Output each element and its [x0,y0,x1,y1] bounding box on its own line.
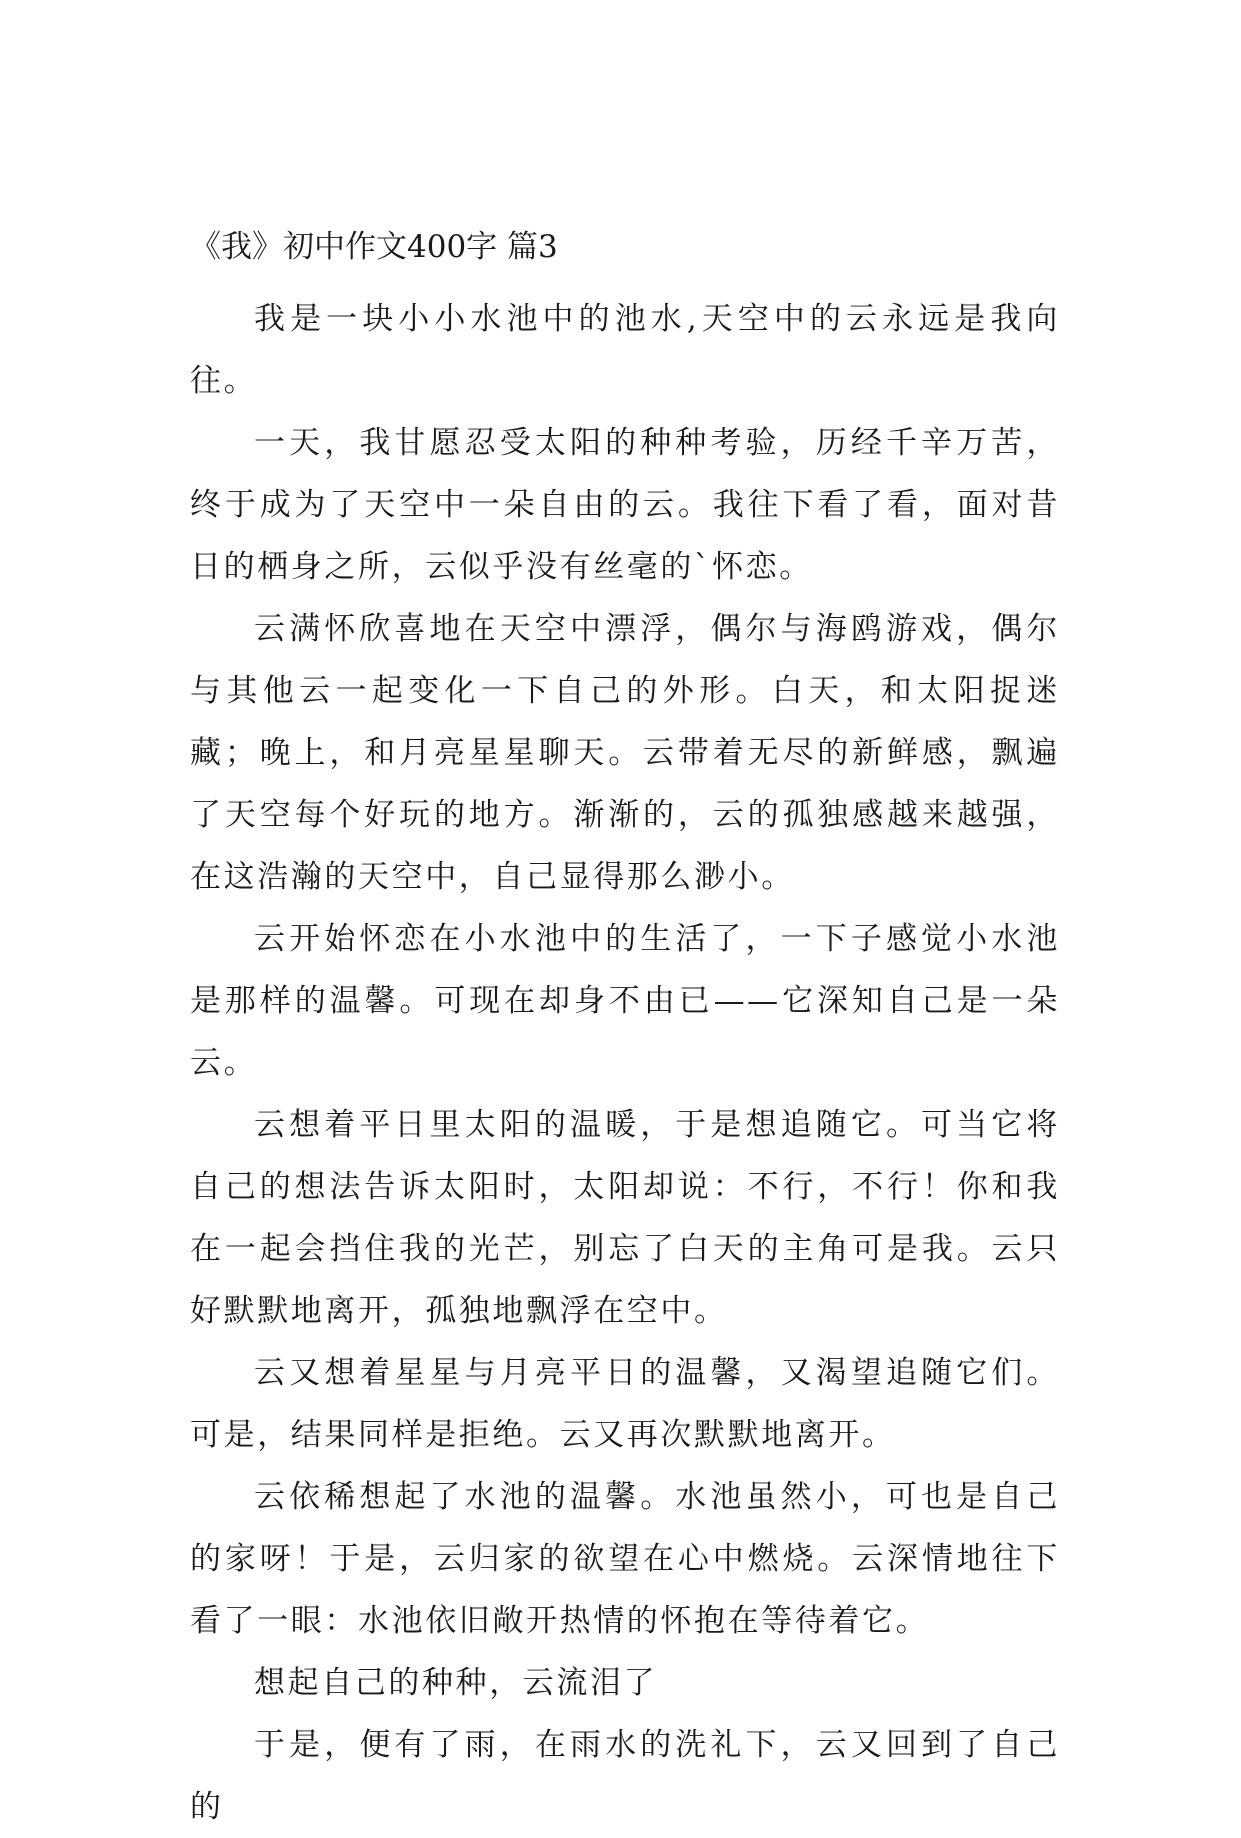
paragraph-6: 云又想着星星与月亮平日的温馨，又渴望追随它们。可是，结果同样是拒绝。云又再次默默地离开。 [190,1355,1060,1453]
document-body [190,225,1060,1838]
paragraph-1: 我是一块小小水池中的池水,天空中的云永远是我向往。 [190,301,1060,399]
paragraph-5: 云想着平日里太阳的温暖，于是想追随它。可当它将自己的想法告诉太阳时，太阳却说：不行，不行！你和我在一起会挡住我的光芒，别忘了白天的主角可是我。云只好默默地离开，孤独地飘浮在空中。 [190,1107,1060,1329]
paragraph-2: 一天，我甘愿忍受太阳的种种考验，历经千辛万苦，终于成为了天空中一朵自由的云。我往下看了看，面对昔日的栖身之所，云似乎没有丝毫的`怀恋。 [190,425,1060,585]
paragraph-9: 于是，便有了雨，在雨水的洗礼下，云又回到了自己的 [190,1727,1060,1825]
paragraph-8: 想起自己的种种，云流泪了 [254,1665,658,1701]
paragraph-4: 云开始怀恋在小水池中的生活了，一下子感觉小水池是那样的温馨。可现在却身不由已——它深知自己是一朵云。 [190,921,1060,1081]
paragraph-3: 云满怀欣喜地在天空中漂浮，偶尔与海鸥游戏，偶尔与其他云一起变化一下自己的外形。白天，和太阳捉迷藏；晚上，和月亮星星聊天。云带着无尽的新鲜感，飘遍了天空每个好玩的地方。渐渐的，云的孤独感越来越强，在这浩瀚的天空中，自己显得那么渺小。 [190,611,1060,895]
essay-title: 《我》初中作文400字 篇3 [190,229,558,265]
paragraph-7: 云依稀想起了水池的温馨。水池虽然小，可也是自己的家呀！于是，云归家的欲望在心中燃烧。云深情地往下看了一眼：水池依旧敞开热情的怀抱在等待着它。 [190,1479,1060,1639]
